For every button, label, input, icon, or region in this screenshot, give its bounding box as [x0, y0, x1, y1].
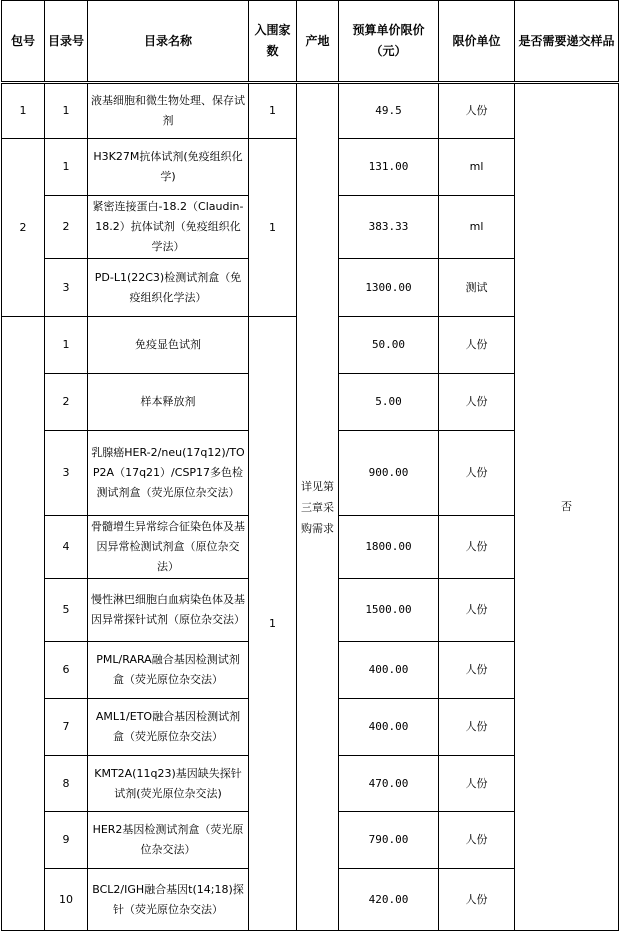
idx-cell: 3 [45, 259, 88, 317]
header-price: 预算单价限价（元） [339, 1, 439, 83]
idx-cell: 1 [45, 139, 88, 196]
pkg-cell: 2 [2, 139, 45, 317]
idx-cell: 2 [45, 196, 88, 259]
price-cell: 1500.00 [339, 579, 439, 642]
idx-cell: 8 [45, 756, 88, 812]
unit-cell: 人份 [439, 431, 515, 516]
count-cell: 1 [249, 317, 297, 931]
sample-cell: 否 [515, 83, 619, 931]
origin-cell: 详见第三章采购需求 [297, 83, 339, 931]
unit-cell: 人份 [439, 83, 515, 139]
name-cell: PML/RARA融合基因检测试剂盒（荧光原位杂交法） [88, 642, 249, 699]
price-cell: 5.00 [339, 374, 439, 431]
unit-cell: 人份 [439, 699, 515, 756]
price-cell: 420.00 [339, 869, 439, 931]
price-cell: 1800.00 [339, 516, 439, 579]
price-cell: 400.00 [339, 642, 439, 699]
pkg-cell: 1 [2, 83, 45, 139]
name-cell: 紧密连接蛋白-18.2（Claudin-18.2）抗体试剂（免疫组织化学法） [88, 196, 249, 259]
header-origin: 产地 [297, 1, 339, 83]
idx-cell: 7 [45, 699, 88, 756]
name-cell: 样本释放剂 [88, 374, 249, 431]
unit-cell: 人份 [439, 812, 515, 869]
price-cell: 49.5 [339, 83, 439, 139]
idx-cell: 2 [45, 374, 88, 431]
header-name: 目录名称 [88, 1, 249, 83]
procurement-table [1, 0, 619, 931]
count-cell: 1 [249, 83, 297, 139]
price-cell: 1300.00 [339, 259, 439, 317]
name-cell: AML1/ETO融合基因检测试剂盒（荧光原位杂交法） [88, 699, 249, 756]
header-unit: 限价单位 [439, 1, 515, 83]
price-cell: 50.00 [339, 317, 439, 374]
unit-cell: 人份 [439, 579, 515, 642]
name-cell: KMT2A(11q23)基因缺失探针试剂(荧光原位杂交法) [88, 756, 249, 812]
unit-cell: 人份 [439, 642, 515, 699]
price-cell: 131.00 [339, 139, 439, 196]
idx-cell: 6 [45, 642, 88, 699]
price-cell: 400.00 [339, 699, 439, 756]
unit-cell: 测试 [439, 259, 515, 317]
price-cell: 790.00 [339, 812, 439, 869]
header-idx: 目录号 [45, 1, 88, 83]
name-cell: BCL2/IGH融合基因t(14;18)探针（荧光原位杂交法） [88, 869, 249, 931]
unit-cell: 人份 [439, 516, 515, 579]
idx-cell: 5 [45, 579, 88, 642]
idx-cell: 1 [45, 317, 88, 374]
idx-cell: 10 [45, 869, 88, 931]
header-count: 入围家数 [249, 1, 297, 83]
name-cell: 免疫显色试剂 [88, 317, 249, 374]
name-cell: 慢性淋巴细胞白血病染色体及基因异常探针试剂（原位杂交法） [88, 579, 249, 642]
price-cell: 900.00 [339, 431, 439, 516]
pkg-cell [2, 317, 45, 931]
header-row [2, 1, 619, 83]
price-cell: 383.33 [339, 196, 439, 259]
unit-cell: 人份 [439, 317, 515, 374]
unit-cell: 人份 [439, 756, 515, 812]
idx-cell: 4 [45, 516, 88, 579]
name-cell: PD-L1(22C3)检测试剂盒（免疫组织化学法） [88, 259, 249, 317]
idx-cell: 1 [45, 83, 88, 139]
name-cell: H3K27M抗体试剂(免疫组织化学) [88, 139, 249, 196]
idx-cell: 3 [45, 431, 88, 516]
unit-cell: ml [439, 139, 515, 196]
count-cell: 1 [249, 139, 297, 317]
unit-cell: 人份 [439, 869, 515, 931]
price-cell: 470.00 [339, 756, 439, 812]
header-sample: 是否需要递交样品 [515, 1, 619, 83]
table-row [2, 83, 619, 139]
idx-cell: 9 [45, 812, 88, 869]
name-cell: 乳腺癌HER-2/neu(17q12)/TOP2A（17q21）/CSP17多色检测试剂盒（荧光原位杂交法） [88, 431, 249, 516]
header-pkg: 包号 [2, 1, 45, 83]
unit-cell: ml [439, 196, 515, 259]
unit-cell: 人份 [439, 374, 515, 431]
name-cell: 骨髓增生异常综合征染色体及基因异常检测试剂盒（原位杂交法） [88, 516, 249, 579]
name-cell: HER2基因检测试剂盒（荧光原位杂交法） [88, 812, 249, 869]
name-cell: 液基细胞和微生物处理、保存试剂 [88, 83, 249, 139]
